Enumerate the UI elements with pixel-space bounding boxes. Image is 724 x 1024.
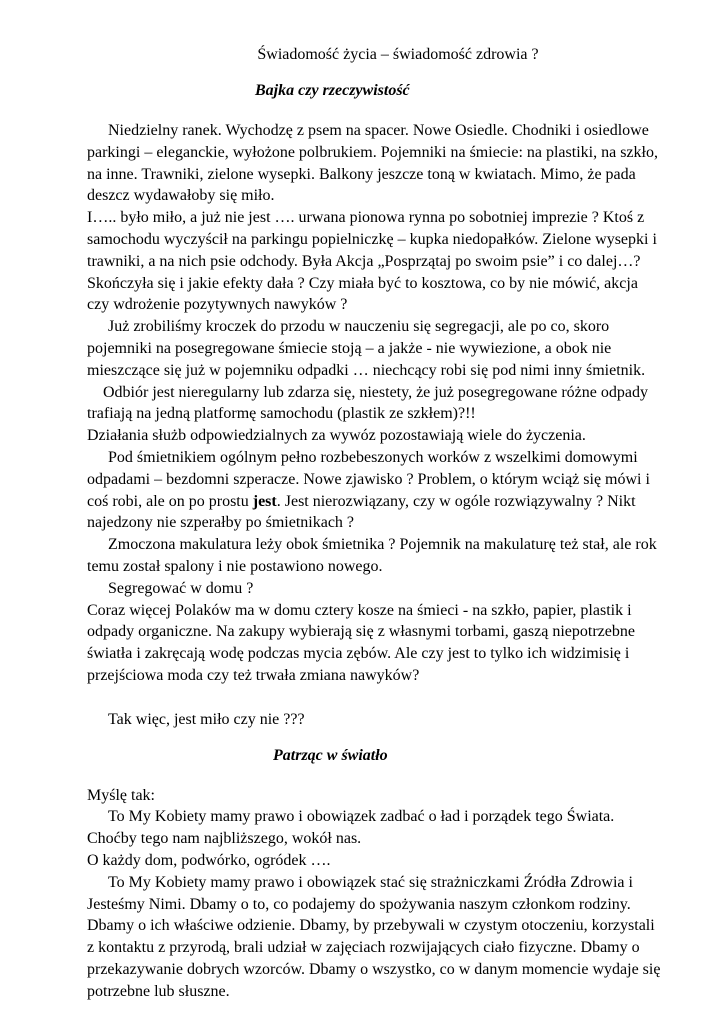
text-line: Zmoczona makulatura leży obok śmietnika ? Pojemnik na makulaturę też stał, ale rok [108,536,657,554]
text-line: najedzony nie szperałby po śmietnikach ? [87,514,355,532]
text-line: potrzebne lub słuszne. [87,982,230,1000]
text-line: Odbiór jest nieregularny lub zdarza się, niestety, że już posegregowane różne odpady [103,383,648,401]
text-line: samochodu wyczyścił na parkingu popielniczkę – kupka niedopałków. Zielone wysepki i [87,230,657,248]
text-line: na inne. Trawniki, zielone wysepki. Balkony jeszcze toną w kwiatach. Mimo, że pada [87,165,636,183]
text-line: mieszczące się już w pojemniku odpadki … niechcący robi się pod nimi inny śmietnik. [87,361,646,379]
text-line: I….. było miło, a już nie jest …. urwana pionowa rynna po sobotniej imprezie ? Ktoś z [87,209,645,227]
text-line: Niedzielny ranek. Wychodzę z psem na spacer. Nowe Osiedle. Chodniki i osiedlowe [108,122,649,139]
closing-question: Tak więc, jest miło czy nie ??? [108,710,305,728]
text-line [87,491,701,513]
text-line: Działania służb odpowiedzialnych za wywóz pozostawiają wiele do życzenia. [87,427,586,445]
text-line: przejściowa moda czy też trwała zmiana nawyków? [87,666,420,684]
bold-word: jest [252,492,277,510]
section-heading-fairy-tale: Bajka czy rzeczywistość [255,82,410,99]
text-line: Dbamy o ich właściwe odzienie. Dbamy, by przebywali w czystym otoczeniu, korzystali [87,917,655,935]
text-line: odpadami – bezdomni szperacze. Nowe zjawisko ? Problem, o którym wciąż się mówi i [87,470,650,488]
text-line: Skończyła się i jakie efekty dała ? Czy miała być to kosztowa, co by nie mówić, akcja [87,274,638,292]
text-line: przekazywanie dobrych wzorców. Dbamy o wszystko, co w danym momencie wydaje się [87,960,661,978]
text-line: To My Kobiety mamy prawo i obowiązek zadbać o ład i porządek tego Świata. [108,808,615,826]
document-page [87,44,701,1002]
text-line: temu został spalony i nie postawiono nowego. [87,557,383,575]
text-line: trafiają na jedną platformę samochodu (plastik ze szkłem)?!! [87,405,476,423]
text-line: Coraz więcej Polaków ma w domu cztery kosze na śmieci - na szkło, papier, plastik i [87,601,632,619]
text-line: O każdy dom, podwórko, ogródek …. [87,851,331,869]
text-line: czy wdrożenie pozytywnych nawyków ? [87,296,348,314]
text-line: Myślę tak: [87,786,155,804]
section-2-body [87,785,701,1003]
text-line: Już zrobiliśmy kroczek do przodu w nauczeniu się segregacji, ale po co, skoro [108,318,610,336]
text-segment: . Jest nierozwiązany, czy w ogóle rozwiązywalny ? Nikt [276,492,636,510]
text-line: parkingi – eleganckie, wyłożone polbrukiem. Pojemniki na śmiecie: na plastiki, na szkło, [87,143,658,161]
text-segment: coś robi, ale on po prostu [87,492,253,510]
text-line: Segregować w domu ? [108,579,254,597]
text-line: trawniki, a na nich psie odchody. Była Akcja „Posprzątaj po swoim psie” i co dalej…? [87,252,641,270]
text-line: deszcz wydawałoby się miło. [87,187,275,205]
text-line: światła i zakręcają wodę podczas mycia zębów. Ale czy jest to tylko ich widzimisię i [87,645,630,663]
document-title: Świadomość życia – świadomość zdrowia ? [257,46,539,63]
section-heading-looking-into-light: Patrząc w światło [273,746,388,764]
text-line: pojemniki na posegregowane śmiecie stoją – a jakże - nie wywiezione, a obok nie [87,339,612,357]
text-line: z kontaktu z przyrodą, brali udział w zajęciach rozwijających ciało fizyczne. Dbamy o [87,939,640,957]
text-line: Jesteśmy Nimi. Dbamy o to, co podajemy do spożywania naszym członkom rodziny. [87,895,631,913]
text-line: Choćby tego nam najbliższego, wokół nas. [87,830,362,848]
spacer [87,687,701,709]
text-line: odpady organiczne. Na zakupy wybierają się z własnymi torbami, gaszą niepotrzebne [87,623,635,641]
text-line: Pod śmietnikiem ogólnym pełno rozbebeszonych worków z wszelkimi domowymi [108,448,638,466]
section-1-body [87,120,701,687]
text-line: To My Kobiety mamy prawo i obowiązek stać się strażniczkami Źródła Zdrowia i [108,873,633,891]
